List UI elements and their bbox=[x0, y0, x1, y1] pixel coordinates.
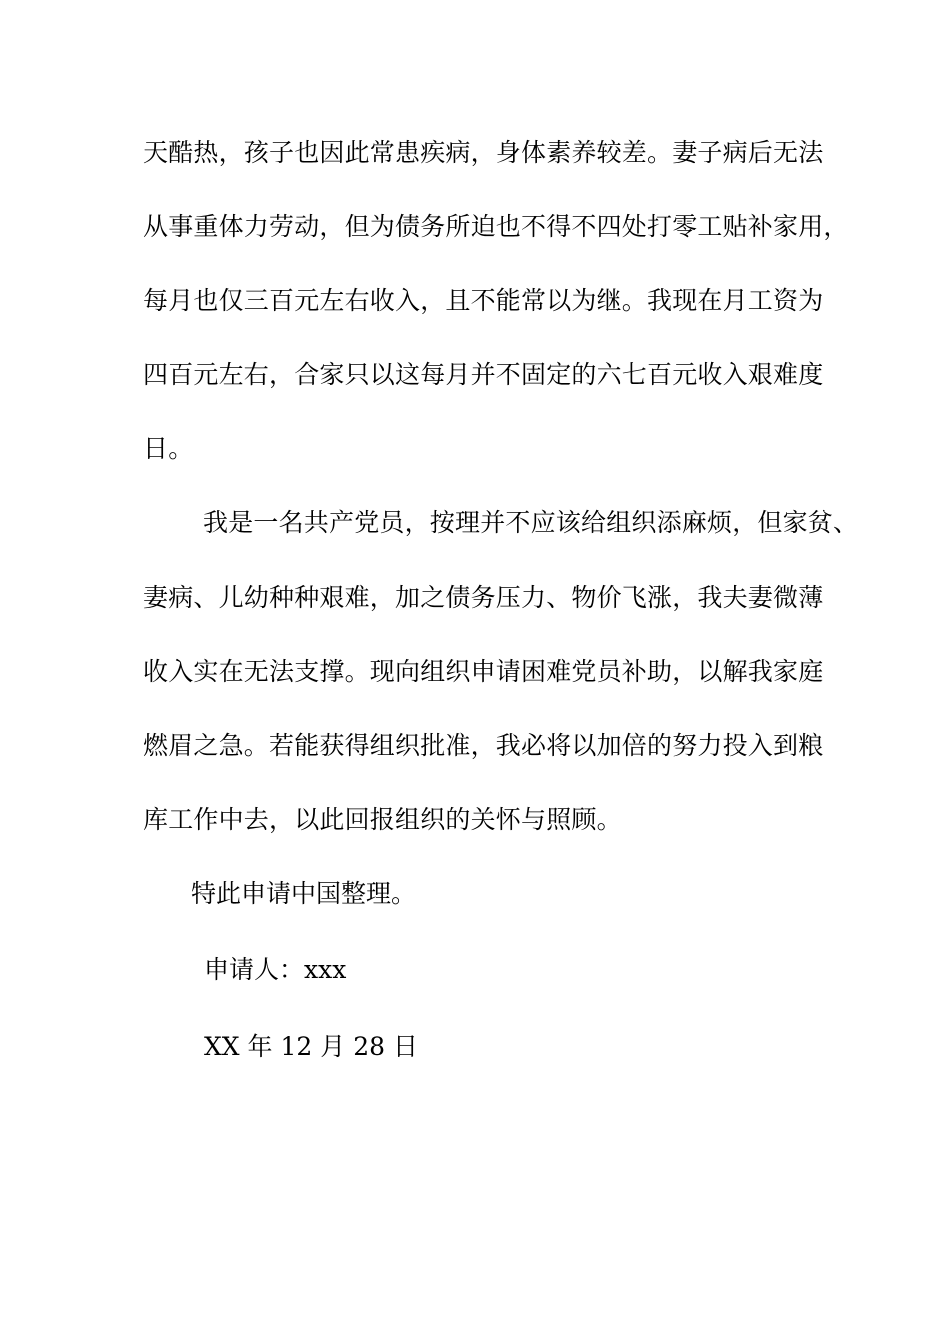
applicant-signature: 申请人：xxx bbox=[204, 955, 347, 984]
application-date: XX 年 12 月 28 日 bbox=[204, 1032, 418, 1061]
paragraph-line: 每月也仅三百元左右收入，且不能常以为继。我现在月工资为 bbox=[143, 286, 824, 315]
paragraph-line: 天酷热，孩子也因此常患疾病，身体素养较差。妻子病后无法 bbox=[143, 138, 824, 167]
paragraph-line: 我是一名共产党员，按理并不应该给组织添麻烦，但家贫、 bbox=[203, 508, 859, 537]
paragraph-line: 燃眉之急。若能获得组织批准，我必将以加倍的努力投入到粮 bbox=[143, 731, 824, 760]
paragraph-line: 日。 bbox=[143, 434, 194, 463]
paragraph-line: 库工作中去，以此回报组织的关怀与照顾。 bbox=[143, 805, 622, 834]
paragraph-line: 四百元左右，合家只以这每月并不固定的六七百元收入艰难度 bbox=[143, 360, 824, 389]
paragraph-line: 从事重体力劳动，但为债务所迫也不得不四处打零工贴补家用， bbox=[143, 212, 849, 241]
closing-statement: 特此申请中国整理。 bbox=[191, 879, 417, 908]
paragraph-line: 收入实在无法支撑。现向组织申请困难党员补助，以解我家庭 bbox=[143, 657, 824, 686]
paragraph-line: 妻病、儿幼种种艰难，加之债务压力、物价飞涨，我夫妻微薄 bbox=[143, 583, 824, 612]
